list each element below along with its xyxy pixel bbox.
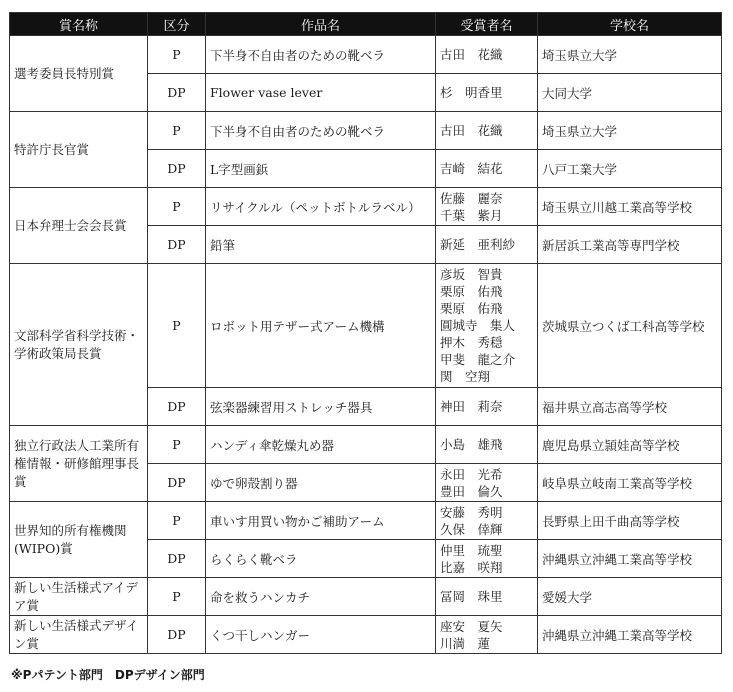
recipient-name: 豊田 倫久 [440, 483, 503, 499]
recipient-cell [436, 578, 538, 616]
recipient-name: 久保 倖輝 [440, 521, 503, 537]
recipient-name: 古田 花織 [440, 47, 503, 62]
school-cell: 福井県立高志高等学校 [538, 388, 722, 426]
award-name-cell: 日本弁理士会会長賞 [10, 188, 148, 264]
recipient-name: 関 空翔 [440, 369, 491, 384]
recipient-name: 神田 莉奈 [440, 399, 503, 414]
table-row [10, 264, 722, 388]
work-title-cell: らくらく靴ベラ [206, 540, 436, 578]
recipient-name: 圓城寺 集人 [440, 318, 516, 333]
recipient-name: 比嘉 咲翔 [440, 559, 503, 575]
work-title-cell: 下半身不自由者のための靴ベラ [206, 36, 436, 74]
table-row [10, 502, 722, 540]
work-title-cell: 下半身不自由者のための靴ベラ [206, 112, 436, 150]
school-cell: 沖縄県立沖縄工業高等学校 [538, 616, 722, 654]
recipient-name: 川満 蓮 [440, 635, 491, 651]
recipient-cell [436, 36, 538, 74]
category-cell: DP [148, 150, 206, 188]
recipient-name: 安藤 秀明 [440, 504, 503, 520]
award-name-cell: 新しい生活様式アイデア賞 [10, 578, 148, 616]
category-cell: P [148, 264, 206, 388]
awards-table [9, 12, 722, 654]
recipient-cell [436, 540, 538, 578]
school-cell: 沖縄県立沖縄工業高等学校 [538, 540, 722, 578]
recipient-name: 千葉 紫月 [440, 207, 503, 223]
recipient-cell [436, 502, 538, 540]
header-award-name: 賞名称 [10, 13, 148, 36]
award-name-cell: 世界知的所有権機関(WIPO)賞 [10, 502, 148, 578]
recipient-cell [436, 112, 538, 150]
recipient-name: 杉 明香里 [440, 85, 503, 100]
school-cell: 新居浜工業高等専門学校 [538, 226, 722, 264]
header-row [10, 13, 722, 36]
table-row [10, 112, 722, 150]
recipient-name: 冨岡 珠里 [440, 589, 503, 604]
category-cell: P [148, 36, 206, 74]
work-title-cell: くつ干しハンガー [206, 616, 436, 654]
work-title-cell: リサイクルル（ペットボトルラベル） [206, 188, 436, 226]
recipient-name: 新延 亜利紗 [440, 237, 516, 252]
work-title-cell: 車いす用買い物かご補助アーム [206, 502, 436, 540]
recipient-name: 佐藤 麗奈 [440, 190, 503, 206]
recipient-name: 彦坂 智貴 [440, 267, 503, 282]
recipient-cell [436, 188, 538, 226]
recipient-name: 甲斐 龍之介 [440, 352, 516, 367]
recipient-cell [436, 150, 538, 188]
work-title-cell: ロボット用テザー式アーム機構 [206, 264, 436, 388]
award-name-cell: 選考委員長特別賞 [10, 36, 148, 112]
table-row [10, 426, 722, 464]
awards-table-body [10, 36, 722, 654]
work-title-cell: ゆで卵殻割り器 [206, 464, 436, 502]
recipient-name: 栗原 佑飛 [440, 284, 503, 299]
recipient-name: 栗原 佑飛 [440, 301, 503, 316]
school-cell: 埼玉県立大学 [538, 112, 722, 150]
work-title-cell: L字型画鋲 [206, 150, 436, 188]
category-cell: P [148, 188, 206, 226]
category-cell: DP [148, 616, 206, 654]
award-name-cell: 特許庁長官賞 [10, 112, 148, 188]
work-title-cell: 弦楽器練習用ストレッチ器具 [206, 388, 436, 426]
recipient-cell [436, 264, 538, 388]
category-cell: DP [148, 74, 206, 112]
category-cell: P [148, 578, 206, 616]
award-name-cell: 独立行政法人工業所有権情報・研修館理事長賞 [10, 426, 148, 502]
header-school: 学校名 [538, 13, 722, 36]
footnote: ※Pパテント部門 DPデザイン部門 [11, 668, 205, 682]
table-row [10, 578, 722, 616]
school-cell: 岐阜県立岐南工業高等学校 [538, 464, 722, 502]
recipient-name: 座安 夏矢 [440, 618, 503, 634]
recipient-name: 永田 光希 [440, 466, 503, 482]
category-cell: DP [148, 540, 206, 578]
recipient-cell [436, 74, 538, 112]
category-cell: P [148, 426, 206, 464]
school-cell: 鹿児島県立頴娃高等学校 [538, 426, 722, 464]
recipient-cell [436, 426, 538, 464]
recipient-cell [436, 226, 538, 264]
recipient-name: 古田 花織 [440, 123, 503, 138]
award-name-cell: 文部科学省科学技術・学術政策局長賞 [10, 264, 148, 426]
school-cell: 茨城県立つくば工科高等学校 [538, 264, 722, 388]
recipient-name: 押木 秀穏 [440, 335, 503, 350]
recipient-cell [436, 464, 538, 502]
work-title-cell: 命を救うハンカチ [206, 578, 436, 616]
school-cell: 長野県上田千曲高等学校 [538, 502, 722, 540]
award-name-cell: 新しい生活様式デザイン賞 [10, 616, 148, 654]
work-title-cell: ハンディ傘乾燥丸め器 [206, 426, 436, 464]
header-category: 区分 [148, 13, 206, 36]
recipient-cell [436, 388, 538, 426]
table-row [10, 188, 722, 226]
category-cell: P [148, 112, 206, 150]
table-row [10, 36, 722, 74]
category-cell: DP [148, 388, 206, 426]
table-row [10, 616, 722, 654]
school-cell: 愛媛大学 [538, 578, 722, 616]
recipient-name: 仲里 琉聖 [440, 542, 503, 558]
category-cell: P [148, 502, 206, 540]
recipient-name: 小島 雄飛 [440, 437, 503, 452]
work-title-cell: Flower vase lever [206, 74, 436, 112]
category-cell: DP [148, 226, 206, 264]
school-cell: 八戸工業大学 [538, 150, 722, 188]
school-cell: 埼玉県立大学 [538, 36, 722, 74]
school-cell: 埼玉県立川越工業高等学校 [538, 188, 722, 226]
header-recipient: 受賞者名 [436, 13, 538, 36]
school-cell: 大同大学 [538, 74, 722, 112]
recipient-name: 吉崎 結花 [440, 161, 503, 176]
category-cell: DP [148, 464, 206, 502]
header-work-title: 作品名 [206, 13, 436, 36]
recipient-cell [436, 616, 538, 654]
work-title-cell: 鉛筆 [206, 226, 436, 264]
